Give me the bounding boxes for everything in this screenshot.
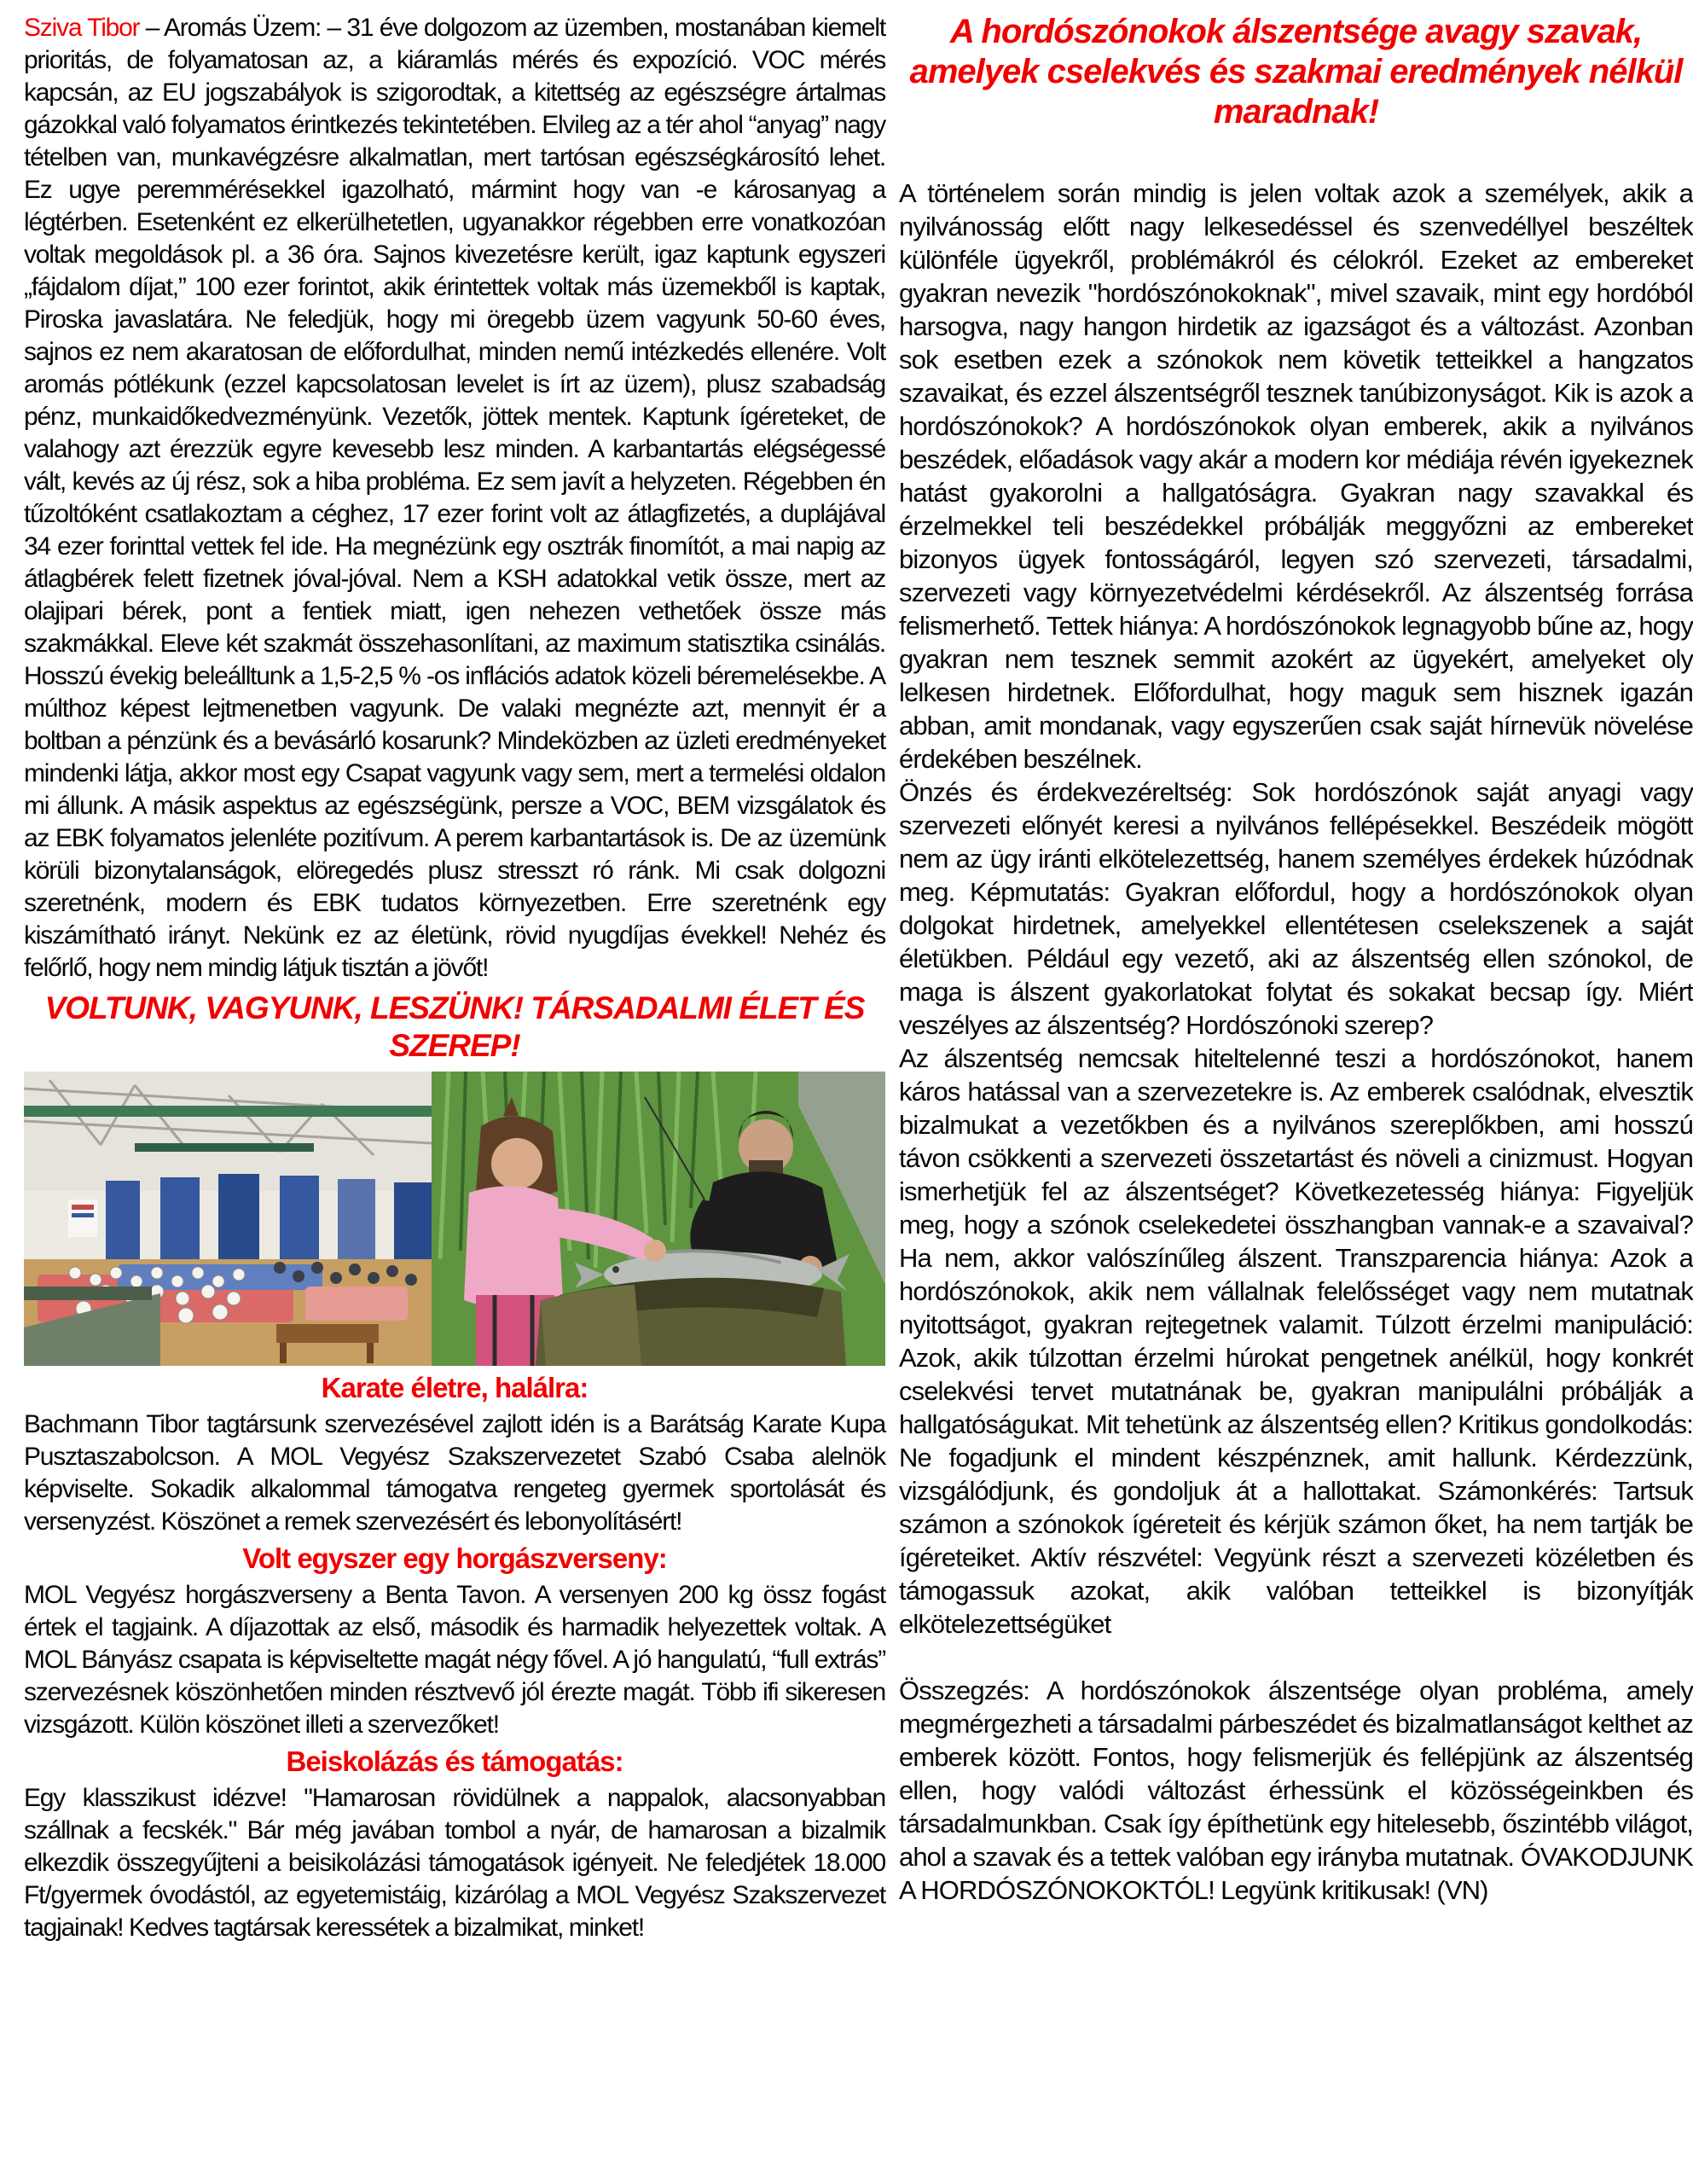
- intro-text: – Aromás Üzem: – 31 éve dolgozom az üzemben, mostanában kiemelt prioritás, de folyamatosan az, a kiáramlás mérés és expozíció. VOC mérés kapcsán, az EU jogszabályok is szigorodtak, a kitettség az egészségre ártalmas gázokkal való folyamatos érintkezés tekintetében. Elvileg az a tér ahol “anyag” nagy tételben van, munkavégzésre alkalmatlan, mert tartósan egészségkárosító lehet. Ez ugye peremmérésekkel igazolható, mármint hogy van -e károsanyag a légtérben. Esetenként ez elkerülhetetlen, ugyanakkor régebben erre vonatkozóan voltak megoldások pl. a 36 óra. Sajnos kivezetésre került, igaz kaptunk egyszeri „fájdalom díjat,” 100 ezer forintot, akik érintettek voltak más üzemekből is kaptak, Piroska javaslatára. Ne feledjük, hogy mi öregebb üzem vagyunk 50-60 éves, sajnos ez nem akaratosan de előfordulhat, minden nemű intézkedés ellenére. Volt aromás pótlékunk (ezzel kapcsolatosan levelet is írt az üzem), plusz szabadság pénz, munkaidőkedvezményünk. Vezetők, jöttek mentek. Kaptunk ígéreteket, de valahogy azt érezzük egyre kevesebb lesz minden. A karbantartás elégségessé vált, kevés az új rész, sok a hiba probléma. Ez sem javít a helyzeten. Régebben én tűzoltóként csatlakoztam a céghez, 17 ezer forint volt az átlagfizetés, a duplájával 34 ezer forinttal vettek fel ide. Ha megnézünk egy osztrák finomítót, a mai napig az átlagbérek felett fizetnek jóval-jóval. Nem a KSH adatokkal vetik össze, mert az olajipari bérek, pont a fentiek miatt, igen nehezen vethetőek össze más szakmákkal. Eleve két szakmát összehasonlítani, az maximum statisztika csinálás. Hosszú évekig beleálltunk a 1,5-2,5 % -os inflációs adatok közeli béremelésekbe. A múlthoz képest lejtmenetben vagyunk. De valaki megnézte azt, mennyit ér a boltban a pénzünk és a bevásárló kosarunk? Mindeközben az üzleti eredményeket mindenki látja, akkor most egy Csapat vagyunk vagy sem, mert a termelési oldalon mi állunk. A másik aspektus az egészségünk, persze a VOC, BEM vizsgálatok és az EBK folyamatos jelenléte pozitívum. A perem karbantartások is. De az üzemünk körüli bizonytalanságok, elöregedés plusz stresszt ró ránk. Mi csak dolgozni szeretnénk, modern és EBK tudatos környezetben. Erre szeretnénk egy kiszámítható irányt. Nekünk ez az életünk, rövid nyugdíjas évekkel! Nehéz és felőrlő, hogy nem mindig látjuk tisztán a jövőt!: [24, 14, 885, 982]
- fishing-heading: Volt egyszer egy horgászverseny:: [242, 1542, 667, 1574]
- article-paragraph-1: A történelem során mindig is jelen voltak azok a személyek, akik a nyilvánosság előtt nagy lelkesedéssel és szenvedéllyel beszéltek különféle ügyekről, problémákról és célokról. Ezeket az embereket gyakran nevezik "hordószónokoknak", mivel szavaik, mint egy hordóból harsogva, nagy hangon hirdetik az igazságot és a változást. Azonban sok esetben ezek a szónokok nem követik tetteikkel a hangzatos szavaikat, és ezzel álszentségről tesznek tanúbizonyságot. Kik is azok a hordószónokok? A hordószónokok olyan emberek, akik a nyilvános beszédek, előadások vagy akár a modern kor médiája révén igyekeznek hatást gyakorolni a hallgatóságra. Gyakran nagy szavakkal és érzelmekkel teli beszédekkel próbálják meggyőzni az embereket bizonyos ügyek fontosságáról, legyen szó szervezeti, társadalmi, szervezeti vagy környezetvédelmi kérdésekről. Az álszentség forrása felismerhető. Tettek hiánya: A hordószónokok legnagyobb bűne az, hogy gyakran nem tesznek semmit azokért az ügyekért, amelyeket oly lelkesen hirdetnek. Előfordulhat, hogy maguk sem hisznek igazán abban, amit mondanak, vagy egyszerűen csak saját hírnevük növelése érdekében beszélnek.: [899, 178, 1693, 774]
- article-paragraph-2: Önzés és érdekvezéreltség: Sok hordószónok saját anyagi vagy szervezeti előnyét keresi a nyilvános fellépésekkel. Beszédeik mögött nem az ügy iránti elkötelezettség, hanem személyes érdekek húzódnak meg. Képmutatás: Gyakran előfordul, hogy a hordószónokok olyan dolgokat hirdetnek, amelyekkel ellentétesen cselekszenek a saját életükben. Például egy vezető, aki az álszentség ellen szónokol, de maga is álszent gyakorlatokat folytat és sokakat becsap így. Miért veszélyes az álszentség? Hordószónoki szerep?: [899, 777, 1693, 1040]
- right-column: [899, 12, 1693, 1944]
- article-title: A hordószónokok álszentsége avagy szavak, amelyek cselekvés és szakmai eredmények nélkül maradnak!: [909, 13, 1683, 131]
- carry-bag: [536, 1278, 846, 1366]
- karate-photo: [24, 1072, 432, 1366]
- article-paragraph-3: Az álszentség nemcsak hiteltelenné teszi a hordószónokot, hanem káros hatással van a szervezetekre is. Az emberek csalódnak, elvesztik bizalmukat a vezetőkben és a nyilvános szereplőkben, ami hosszú távon csökkenti a szervezeti összetartást és növeli a cinizmust. Hogyan ismerhetjük fel az álszentséget? Következetesség hiánya: Figyeljük meg, hogy a szónok cselekedetei összhangban vannak-e a szavaival? Ha nem, akkor valószínűleg álszent. Transzparencia hiánya: Azok a hordószónokok, akik nem vállalnak felelősséget vagy nem mutatnak nyitottságot, gyakran rejtegetnek valamit. Túlzott érzelmi manipuláció: Azok, akik túlzottan érzelmi húrokat pengetnek anélkül, hogy konkrét cselekvési tervet mutatnának be, gyakran manipulálni próbálják a hallgatóságukat. Mit tehetünk az álszentség ellen? Kritikus gondolkodás: Ne fogadjunk el mindent készpénznek, amit hallunk. Kérdezzünk, vizsgálódjunk, és gondoljuk át a hallottakat. Számonkérés: Tartsuk számon a szónokok ígéreteit és kérjük számon őket, ha nem tartják be ígéreteiket. Aktív részvétel: Vegyünk részt a szervezeti közéletben és támogassuk azokat, akik valóban tetteikkel is bizonyítják elkötelezettségüket: [899, 1043, 1693, 1639]
- karate-photo-illustration: [24, 1072, 432, 1366]
- author-name: Sziva Tibor: [24, 14, 140, 42]
- school-heading: Beiskolázás és támogatás:: [286, 1745, 623, 1777]
- intro-paragraph: [24, 12, 885, 985]
- left-column: [24, 12, 885, 1944]
- fishing-photo: [432, 1072, 885, 1366]
- fishing-photo-illustration: [432, 1072, 885, 1366]
- fishing-paragraph: MOL Vegyész horgászverseny a Benta Tavon. A versenyen 200 kg össz fogást értek el tagjaink. A díjazottak az első, második és harmadik helyezettek voltak. A MOL Bányász csapata is képviseltette magát négy fővel. A jó hangulatú, “full extrás” szervezésnek köszönhetően minden résztvevő jól érezte magát. Több ifi sikeresen vizsgázott. Külön köszönet illeti a szervezőket!: [24, 1581, 885, 1739]
- social-life-heading: VOLTUNK, VAGYUNK, LESZÜNK! TÁRSADALMI ÉLET ÉS SZEREP!: [44, 990, 865, 1063]
- karate-heading: Karate életre, halálra:: [321, 1372, 588, 1403]
- article-summary-paragraph: Összegzés: A hordószónokok álszentsége olyan probléma, amely megmérgezheti a társadalmi párbeszédet és bizalmatlanságot kelthet az emberek között. Fontos, hogy felismerjük és fellépjünk az álszentség ellen, hogy valódi változást érhessünk el közösségeinkben és társadalmunkban. Csak így építhetünk egy hitelesebb, őszintébb világot, ahol a szavak és a tettek valóban egy irányba mutatnak. ÓVAKODJUNK A HORDÓSZÓNOKOKTÓL! Legyünk kritikusak! (VN): [899, 1676, 1693, 1905]
- school-paragraph: Egy klasszikust idézve! "Hamarosan rövidülnek a nappalok, alacsonyabban szállnak a fecskék." Bár még javában tombol a nyár, de hamarosan a bizalmik elkezdik összegyűjteni a beisikolázási támogatások igényeit. Ne feledjétek 18.000 Ft/gyermek óvodástól, az egyetemistáig, kizárólag a MOL Vegyész Szakszervezet tagjainak! Kedves tagtársak keressétek a bizalmikat, minket!: [24, 1784, 885, 1942]
- karate-paragraph: Bachmann Tibor tagtársunk szervezésével zajlott idén is a Barátság Karate Kupa Pusztaszabolcson. A MOL Vegyész Szakszervezetet Szabó Csaba alelnök képviselte. Sokadik alkalommal támogatva rengeteg gyermek sportolását és versenyzést. Köszönet a remek szervezésért és lebonyolításért!: [24, 1410, 885, 1536]
- photo-row: [24, 1072, 885, 1366]
